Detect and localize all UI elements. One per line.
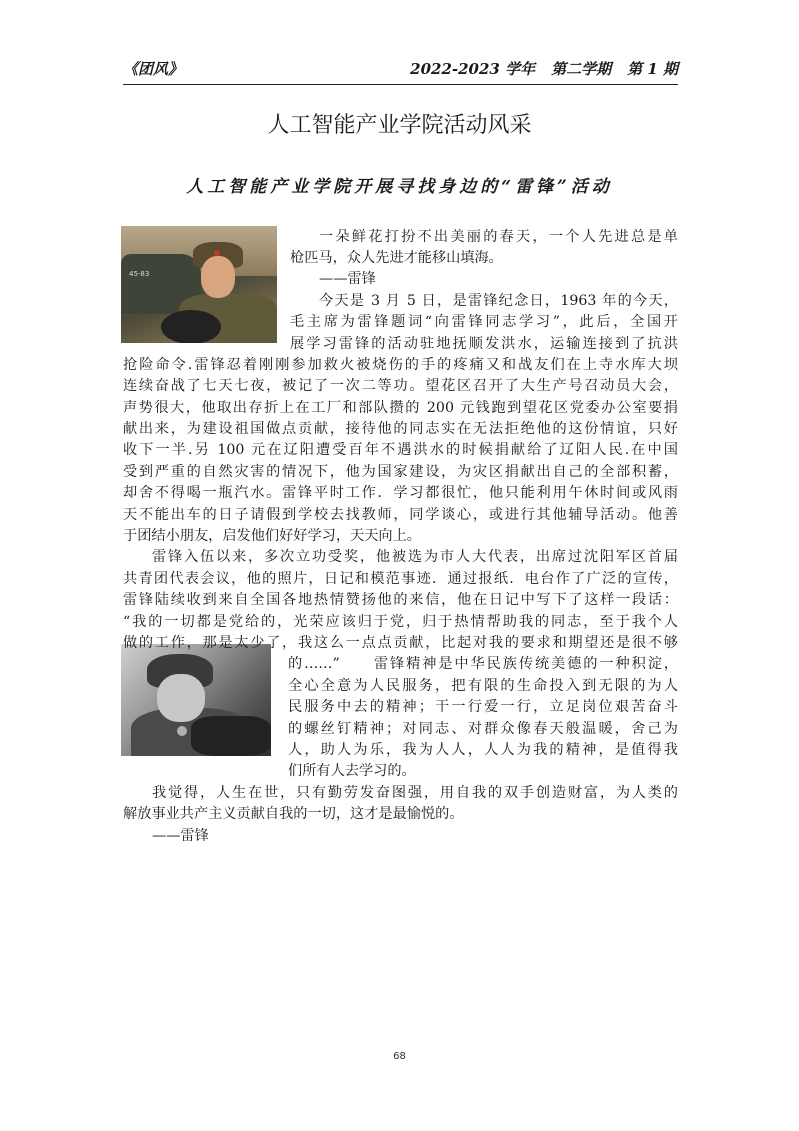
page-number: 68 <box>393 1051 406 1062</box>
steering-wheel <box>161 310 221 343</box>
soldier-face <box>201 256 235 298</box>
body-line: 共青团代表会议，他的照片，日记和模范事迹．通过报纸．电台作了广泛的宣传， <box>123 571 678 587</box>
body-line: “我的一切都是党给的，光荣应该归于党，归于热情帮助我的同志，至于我个人 <box>123 614 678 630</box>
body-line: 抢险命令.雷锋忍着刚刚参加救火被烧伤的手的疼痛又和战友们在上寺水库大坝 <box>123 357 678 373</box>
body-line: 的螺丝钉精神；对同志、对群众像春天般温暖，舍己为 <box>288 721 678 737</box>
body-line: 枪匹马，众人先进才能移山填海。 <box>290 250 503 266</box>
body-line: 雷锋陆续收到来自全国各地热情赞扬他的来信，他在日记中写下了这样一段话： <box>123 592 678 608</box>
body-line: 连续奋战了七天七夜，被记了一次二等功。望花区召开了大生产号召动员大会， <box>123 378 678 394</box>
soldier-face <box>157 674 205 722</box>
page-title: 人工智能产业学院活动风采 <box>267 113 532 138</box>
body-line: 受到严重的自然灾害的情况下，他为国家建设，为灾区捐献出自己的全部积蓄， <box>123 464 678 480</box>
quote-attribution: ——雷锋 <box>319 271 376 287</box>
machine-shape <box>191 716 271 756</box>
body-line: 于团结小朋友，启发他们好好学习，天天向上。 <box>123 528 421 544</box>
journal-name: 《团风》 <box>123 60 184 78</box>
article-subtitle: 人工智能产业学院开展寻找身边的“雷锋”活动 <box>186 177 613 197</box>
body-line: 们所有人去学习的。 <box>288 763 416 779</box>
body-line: 的……” 雷锋精神是中华民族传统美德的一种积淀， <box>288 656 678 672</box>
body-line: 展学习雷锋的活动驻地抚顺发洪水，运输连接到了抗洪 <box>290 336 678 352</box>
body-line: 天不能出车的日子请假到学校去找教师，同学谈心，或进行其他辅导活动。他善 <box>123 507 678 523</box>
quote-attribution: ——雷锋 <box>152 828 209 844</box>
body-line: 雷锋入伍以来，多次立功受奖，他被选为市人大代表，出席过沈阳军区首届 <box>152 549 678 565</box>
body-line: 却舍不得喝一瓶汽水。雷锋平时工作．学习都很忙，他只能利用午休时间或风雨 <box>123 485 678 501</box>
body-line: 收下一半.另 100 元在辽阳遭受百年不遇洪水的时候捐献给了辽阳人民.在中国 <box>123 442 678 458</box>
academic-year: 2022-2023 学年 <box>410 60 536 78</box>
body-line: 全心全意为人民服务，把有限的生命投入到无限的为人 <box>288 678 678 694</box>
page-header <box>123 54 678 85</box>
body-line: 献出来，为建设祖国做点贡献，接待他的同志实在无法拒绝他的这份情谊，只好 <box>123 421 678 437</box>
body-line: 人，助人为乐，我为人人，人人为我的精神，是值得我 <box>288 742 678 758</box>
body-line: 做的工作，那是太少了，我这么一点点贡献，比起对我的要求和期望还是很不够 <box>123 635 678 651</box>
body-line: 我觉得，人生在世，只有勤劳发奋图强，用自我的双手创造财富，为人类的 <box>152 785 678 801</box>
body-line: 今天是 3 月 5 日，是雷锋纪念日，1963 年的今天， <box>319 293 678 309</box>
badge-icon <box>177 726 187 736</box>
body-line: 解放事业共产主义贡献自我的一切，这才是最愉悦的。 <box>123 806 464 822</box>
lei-feng-photo-bw <box>121 644 271 756</box>
body-line: 民服务中去的精神；干一行爱一行，立足岗位艰苦奋斗 <box>288 699 678 715</box>
truck-plate-text: 45-83 <box>129 270 150 278</box>
body-line: 毛主席为雷锋题词“向雷锋同志学习”，此后，全国开 <box>290 314 678 330</box>
body-line: 一朵鲜花打扮不出美丽的春天，一个人先进总是单 <box>319 229 678 245</box>
issue-info <box>394 58 678 79</box>
issue-number: 第 1 期 <box>627 60 678 78</box>
hat-star-icon <box>214 250 220 256</box>
term: 第二学期 <box>551 60 612 78</box>
body-line: 声势很大，他取出存折上在工厂和部队攒的 200 元钱跑到望花区党委办公室要捐 <box>123 400 678 416</box>
lei-feng-photo-color <box>121 226 277 343</box>
